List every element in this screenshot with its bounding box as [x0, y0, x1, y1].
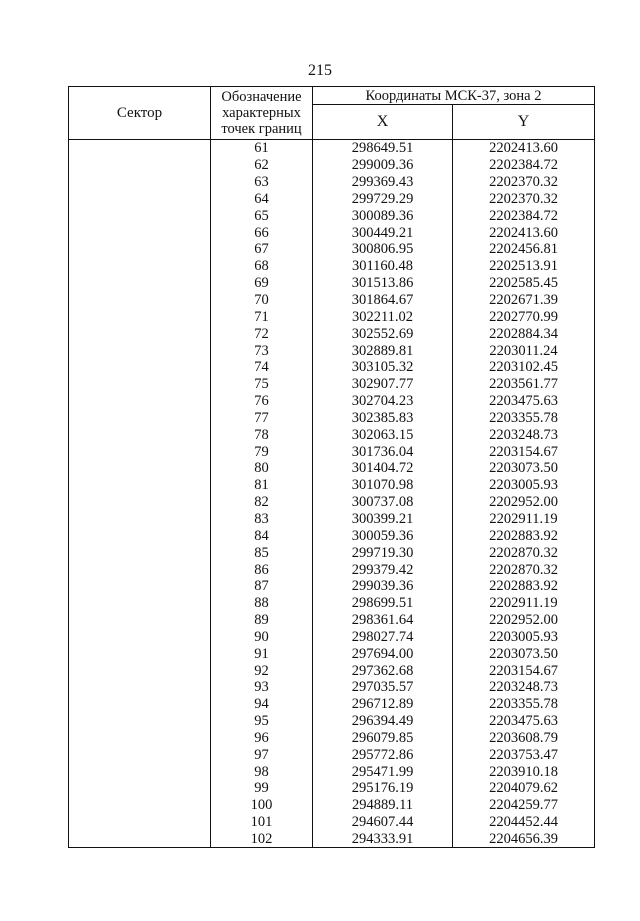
y-coordinate-cell: 2203355.78 [453, 696, 595, 713]
point-cell: 97 [211, 746, 313, 763]
x-coordinate-cell: 299729.29 [313, 191, 453, 208]
table-row [69, 494, 595, 511]
table-row [69, 241, 595, 258]
table-row [69, 814, 595, 831]
point-cell: 88 [211, 595, 313, 612]
sector-cell [69, 241, 211, 258]
table-row [69, 730, 595, 747]
table-row [69, 292, 595, 309]
y-coordinate-cell: 2204452.44 [453, 814, 595, 831]
table-row [69, 628, 595, 645]
coordinates-table [68, 86, 595, 848]
point-cell: 72 [211, 325, 313, 342]
y-coordinate-cell: 2204259.77 [453, 797, 595, 814]
point-cell: 89 [211, 612, 313, 629]
x-coordinate-cell: 294607.44 [313, 814, 453, 831]
x-coordinate-cell: 300399.21 [313, 511, 453, 528]
point-cell: 79 [211, 443, 313, 460]
y-coordinate-cell: 2202883.92 [453, 578, 595, 595]
table-row [69, 325, 595, 342]
x-coordinate-cell: 302385.83 [313, 410, 453, 427]
x-column-header: X [313, 105, 453, 140]
x-coordinate-cell: 296079.85 [313, 730, 453, 747]
sector-cell [69, 157, 211, 174]
y-coordinate-cell: 2203154.67 [453, 443, 595, 460]
point-cell: 75 [211, 376, 313, 393]
x-coordinate-cell: 298361.64 [313, 612, 453, 629]
table-row [69, 359, 595, 376]
point-cell: 67 [211, 241, 313, 258]
x-coordinate-cell: 301864.67 [313, 292, 453, 309]
y-coordinate-cell: 2203561.77 [453, 376, 595, 393]
table-row [69, 544, 595, 561]
y-coordinate-cell: 2202770.99 [453, 308, 595, 325]
x-coordinate-cell: 294333.91 [313, 831, 453, 848]
sector-cell [69, 662, 211, 679]
table-row [69, 561, 595, 578]
point-cell: 70 [211, 292, 313, 309]
point-cell: 71 [211, 308, 313, 325]
point-cell: 93 [211, 679, 313, 696]
y-coordinate-cell: 2203475.63 [453, 393, 595, 410]
table-row [69, 140, 595, 157]
x-coordinate-cell: 301513.86 [313, 275, 453, 292]
table-row [69, 831, 595, 848]
sector-cell [69, 258, 211, 275]
x-coordinate-cell: 302063.15 [313, 426, 453, 443]
sector-cell [69, 191, 211, 208]
y-coordinate-cell: 2202870.32 [453, 544, 595, 561]
x-coordinate-cell: 296712.89 [313, 696, 453, 713]
point-cell: 87 [211, 578, 313, 595]
table-row [69, 746, 595, 763]
x-coordinate-cell: 299719.30 [313, 544, 453, 561]
point-cell: 74 [211, 359, 313, 376]
table-row [69, 797, 595, 814]
x-coordinate-cell: 298699.51 [313, 595, 453, 612]
y-coordinate-cell: 2203608.79 [453, 730, 595, 747]
sector-cell [69, 696, 211, 713]
point-cell: 96 [211, 730, 313, 747]
sector-cell [69, 595, 211, 612]
sector-cell [69, 426, 211, 443]
x-coordinate-cell: 300089.36 [313, 207, 453, 224]
table-row [69, 527, 595, 544]
table-row [69, 612, 595, 629]
sector-cell [69, 359, 211, 376]
y-coordinate-cell: 2202585.45 [453, 275, 595, 292]
x-coordinate-cell: 295471.99 [313, 763, 453, 780]
y-coordinate-cell: 2203910.18 [453, 763, 595, 780]
table-row [69, 696, 595, 713]
point-cell: 78 [211, 426, 313, 443]
point-cell: 63 [211, 174, 313, 191]
x-coordinate-cell: 299379.42 [313, 561, 453, 578]
sector-cell [69, 814, 211, 831]
y-coordinate-cell: 2203073.50 [453, 645, 595, 662]
y-coordinate-cell: 2202911.19 [453, 511, 595, 528]
point-cell: 94 [211, 696, 313, 713]
point-cell: 73 [211, 342, 313, 359]
y-coordinate-cell: 2203073.50 [453, 460, 595, 477]
x-coordinate-cell: 295176.19 [313, 780, 453, 797]
point-cell: 86 [211, 561, 313, 578]
sector-cell [69, 746, 211, 763]
table-row [69, 174, 595, 191]
point-cell: 68 [211, 258, 313, 275]
table-row [69, 763, 595, 780]
point-cell: 95 [211, 713, 313, 730]
x-coordinate-cell: 294889.11 [313, 797, 453, 814]
point-cell: 82 [211, 494, 313, 511]
x-coordinate-cell: 297694.00 [313, 645, 453, 662]
point-cell: 83 [211, 511, 313, 528]
y-coordinate-cell: 2202883.92 [453, 527, 595, 544]
y-coordinate-cell: 2203005.93 [453, 477, 595, 494]
sector-cell [69, 578, 211, 595]
sector-cell [69, 763, 211, 780]
point-cell: 64 [211, 191, 313, 208]
y-coordinate-cell: 2203005.93 [453, 628, 595, 645]
point-cell: 92 [211, 662, 313, 679]
x-coordinate-cell: 302211.02 [313, 308, 453, 325]
y-coordinate-cell: 2202870.32 [453, 561, 595, 578]
point-cell: 84 [211, 527, 313, 544]
table-row [69, 645, 595, 662]
x-coordinate-cell: 297035.57 [313, 679, 453, 696]
sector-cell [69, 207, 211, 224]
y-coordinate-cell: 2202413.60 [453, 140, 595, 157]
sector-cell [69, 140, 211, 157]
point-cell: 76 [211, 393, 313, 410]
table-row [69, 393, 595, 410]
y-coordinate-cell: 2202413.60 [453, 224, 595, 241]
y-coordinate-cell: 2203753.47 [453, 746, 595, 763]
point-cell: 90 [211, 628, 313, 645]
sector-cell [69, 376, 211, 393]
sector-cell [69, 730, 211, 747]
coordinates-group-header: Координаты МСК-37, зона 2 [313, 87, 595, 105]
table-row [69, 410, 595, 427]
sector-cell [69, 645, 211, 662]
x-coordinate-cell: 295772.86 [313, 746, 453, 763]
sector-cell [69, 494, 211, 511]
table-row [69, 460, 595, 477]
table-row [69, 191, 595, 208]
point-cell: 80 [211, 460, 313, 477]
point-cell: 101 [211, 814, 313, 831]
sector-cell [69, 325, 211, 342]
y-coordinate-cell: 2202384.72 [453, 157, 595, 174]
sector-cell [69, 679, 211, 696]
sector-cell [69, 174, 211, 191]
point-cell: 98 [211, 763, 313, 780]
sector-cell [69, 831, 211, 848]
table-row [69, 679, 595, 696]
table-row [69, 342, 595, 359]
y-coordinate-cell: 2203355.78 [453, 410, 595, 427]
x-coordinate-cell: 301404.72 [313, 460, 453, 477]
point-cell: 66 [211, 224, 313, 241]
sector-cell [69, 460, 211, 477]
y-coordinate-cell: 2203475.63 [453, 713, 595, 730]
y-coordinate-cell: 2203248.73 [453, 679, 595, 696]
x-coordinate-cell: 296394.49 [313, 713, 453, 730]
table-row [69, 511, 595, 528]
y-coordinate-cell: 2203102.45 [453, 359, 595, 376]
x-coordinate-cell: 300737.08 [313, 494, 453, 511]
x-coordinate-cell: 302907.77 [313, 376, 453, 393]
x-coordinate-cell: 303105.32 [313, 359, 453, 376]
point-cell: 61 [211, 140, 313, 157]
point-cell: 99 [211, 780, 313, 797]
sector-cell [69, 275, 211, 292]
table-row [69, 308, 595, 325]
table-row [69, 207, 595, 224]
point-cell: 100 [211, 797, 313, 814]
table-row [69, 713, 595, 730]
x-coordinate-cell: 301160.48 [313, 258, 453, 275]
sector-cell [69, 308, 211, 325]
y-coordinate-cell: 2202370.32 [453, 191, 595, 208]
y-column-header: Y [453, 105, 595, 140]
table-row [69, 275, 595, 292]
point-cell: 69 [211, 275, 313, 292]
x-coordinate-cell: 298649.51 [313, 140, 453, 157]
x-coordinate-cell: 300806.95 [313, 241, 453, 258]
table-row [69, 426, 595, 443]
sector-cell [69, 292, 211, 309]
y-coordinate-cell: 2203248.73 [453, 426, 595, 443]
x-coordinate-cell: 301070.98 [313, 477, 453, 494]
table-header [69, 87, 595, 140]
sector-cell [69, 224, 211, 241]
y-coordinate-cell: 2202884.34 [453, 325, 595, 342]
x-coordinate-cell: 299009.36 [313, 157, 453, 174]
y-coordinate-cell: 2204079.62 [453, 780, 595, 797]
x-coordinate-cell: 301736.04 [313, 443, 453, 460]
x-coordinate-cell: 302704.23 [313, 393, 453, 410]
sector-cell [69, 511, 211, 528]
point-cell: 65 [211, 207, 313, 224]
y-coordinate-cell: 2202370.32 [453, 174, 595, 191]
table-body [69, 140, 595, 848]
point-cell: 102 [211, 831, 313, 848]
x-coordinate-cell: 297362.68 [313, 662, 453, 679]
table-row [69, 477, 595, 494]
table-row [69, 258, 595, 275]
y-coordinate-cell: 2202911.19 [453, 595, 595, 612]
y-coordinate-cell: 2203011.24 [453, 342, 595, 359]
y-coordinate-cell: 2202671.39 [453, 292, 595, 309]
sector-cell [69, 477, 211, 494]
x-coordinate-cell: 300449.21 [313, 224, 453, 241]
sector-cell [69, 713, 211, 730]
y-coordinate-cell: 2202513.91 [453, 258, 595, 275]
sector-cell [69, 780, 211, 797]
sector-cell [69, 561, 211, 578]
table-row [69, 780, 595, 797]
table-row [69, 157, 595, 174]
point-cell: 77 [211, 410, 313, 427]
table-row [69, 224, 595, 241]
x-coordinate-cell: 302889.81 [313, 342, 453, 359]
sector-cell [69, 612, 211, 629]
table-row [69, 662, 595, 679]
y-coordinate-cell: 2203154.67 [453, 662, 595, 679]
sector-cell [69, 797, 211, 814]
sector-cell [69, 544, 211, 561]
y-coordinate-cell: 2202952.00 [453, 612, 595, 629]
y-coordinate-cell: 2202456.81 [453, 241, 595, 258]
table-row [69, 443, 595, 460]
point-column-header: Обозначение характерных точек границ [211, 87, 313, 140]
y-coordinate-cell: 2204656.39 [453, 831, 595, 848]
sector-cell [69, 342, 211, 359]
table-row [69, 376, 595, 393]
point-cell: 91 [211, 645, 313, 662]
x-coordinate-cell: 299369.43 [313, 174, 453, 191]
sector-cell [69, 443, 211, 460]
point-cell: 85 [211, 544, 313, 561]
x-coordinate-cell: 298027.74 [313, 628, 453, 645]
point-cell: 81 [211, 477, 313, 494]
point-cell: 62 [211, 157, 313, 174]
sector-cell [69, 393, 211, 410]
x-coordinate-cell: 300059.36 [313, 527, 453, 544]
x-coordinate-cell: 302552.69 [313, 325, 453, 342]
sector-cell [69, 628, 211, 645]
sector-cell [69, 410, 211, 427]
x-coordinate-cell: 299039.36 [313, 578, 453, 595]
table-row [69, 578, 595, 595]
y-coordinate-cell: 2202384.72 [453, 207, 595, 224]
page-number: 215 [308, 62, 332, 79]
table-row [69, 595, 595, 612]
sector-cell [69, 527, 211, 544]
sector-column-header: Сектор [69, 87, 211, 140]
y-coordinate-cell: 2202952.00 [453, 494, 595, 511]
